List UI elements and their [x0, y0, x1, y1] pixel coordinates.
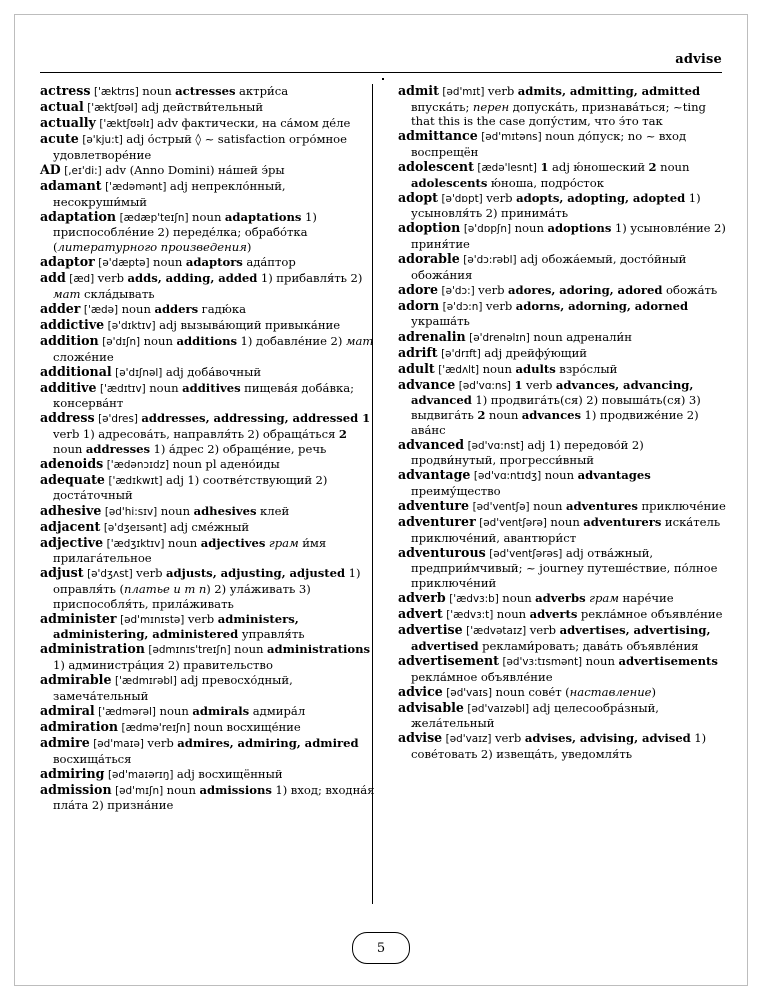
- dictionary-entry: [40, 720, 376, 736]
- entry-pronunciation: [əd'vɑ:ntɪdʒ]: [473, 470, 542, 483]
- entry-pronunciation: [əd'ventʃərə]: [479, 517, 547, 530]
- entry-headword: address: [40, 410, 95, 426]
- entry-definition: addresses, addressing, addressed 1 verb 1) адресова́ть, направля́ть 2) обраща́ться 2 noun addresses 1) а́дрес 2) обраще́ние, речь: [53, 411, 371, 456]
- entry-pronunciation: [ə'dʒʌst]: [87, 568, 133, 581]
- entry-headword: actual: [40, 99, 84, 115]
- entry-definition: adj о́стрый ◊ ~ satisfaction огро́мное удовлетворе́ние: [53, 132, 348, 162]
- entry-pronunciation: [əd'hi:sɪv]: [104, 505, 158, 518]
- entry-pronunciation: [əd'mɪt]: [442, 86, 485, 98]
- entry-headword: admission: [40, 781, 112, 797]
- entry-headword: advertisement: [398, 652, 499, 668]
- entry-headword: adrenalin: [398, 328, 466, 344]
- entry-pronunciation: [ə'dɪktɪv]: [107, 319, 156, 332]
- dictionary-entry: [40, 473, 376, 503]
- entry-headword: administration: [40, 641, 145, 657]
- dictionary-entry: [40, 767, 376, 783]
- entry-definition: noun адренали́н: [529, 329, 633, 344]
- entry-headword: advertise: [398, 622, 463, 638]
- dictionary-entry: [398, 701, 728, 731]
- entry-headword: advisable: [398, 699, 464, 715]
- entry-headword: additive: [40, 379, 97, 395]
- column-divider-dot: [382, 78, 384, 80]
- entry-definition: noun adults взро́слый: [479, 361, 618, 376]
- dictionary-entry: [398, 362, 728, 378]
- entry-definition: verb advertises, advertising, advertised реклами́ровать; дава́ть объявле́ния: [411, 623, 711, 653]
- entry-pronunciation: [əd'ventʃə]: [472, 501, 530, 514]
- entry-pronunciation: [əd'ventʃərəs]: [489, 547, 563, 560]
- entry-pronunciation: [ə'drenəlɪn]: [469, 331, 530, 344]
- dictionary-entry: [40, 504, 376, 520]
- entry-headword: adventurer: [398, 514, 476, 530]
- entry-definition: noun adverbs грам наре́чие: [498, 591, 674, 606]
- entry-pronunciation: [ə'dɒpt]: [441, 192, 483, 205]
- entry-headword: adorable: [398, 251, 460, 267]
- dictionary-entry: [398, 330, 728, 346]
- entry-pronunciation: ['æktrɪs]: [93, 86, 139, 98]
- entry-definition: verb administers, administering, administered управля́ть: [53, 611, 305, 642]
- page-number-label: 5: [376, 940, 386, 956]
- entry-pronunciation: ['æktʃʊəlɪ]: [99, 118, 154, 131]
- dictionary-entry: [40, 163, 376, 179]
- dictionary-entry: [398, 607, 728, 623]
- entry-headword: addition: [40, 333, 99, 348]
- dictionary-entry: [398, 84, 728, 129]
- dictionary-entry: [40, 457, 376, 473]
- entry-definition: adj 1) соотве́тствующий 2) доста́точный: [53, 472, 328, 503]
- entry-pronunciation: ['ædɪkwɪt]: [108, 474, 163, 487]
- entry-pronunciation: [ə'dæptə]: [98, 257, 150, 270]
- entry-definition: noun adders гадю́ка: [118, 301, 247, 316]
- entry-headword: adrift: [398, 344, 438, 360]
- entry-definition: noun admirals адмира́л: [156, 703, 306, 718]
- entry-definition: verb adds, adding, added 1) прибавля́ть 2) мат скла́дывать: [53, 271, 363, 301]
- dictionary-entry: [40, 736, 376, 766]
- entry-headword: adjective: [40, 534, 104, 550]
- dictionary-entry: [40, 520, 376, 536]
- entry-pronunciation: ['ædmərəl]: [98, 705, 156, 718]
- entry-headword: administer: [40, 610, 117, 626]
- entry-headword: adder: [40, 300, 81, 316]
- entry-pronunciation: [ædæp'teɪʃn]: [119, 211, 189, 224]
- entry-definition: noun adverts рекла́мное объявле́ние: [493, 607, 723, 622]
- dictionary-entry: [398, 654, 728, 684]
- entry-pronunciation: [əd'vɑ:nst]: [467, 439, 524, 452]
- dictionary-entry: [398, 591, 728, 607]
- entry-headword: admirable: [40, 672, 112, 688]
- entry-pronunciation: [ə'dʒeɪsənt]: [103, 521, 167, 534]
- entry-definition: noun adoptions 1) усыновле́ние 2) приня́тие: [411, 221, 726, 251]
- entry-definition: noun additions 1) добавле́ние 2) мат сложе́ние: [53, 334, 374, 364]
- entry-definition: noun до́пуск; no ~ вход воспрещён: [411, 129, 687, 159]
- entry-definition: verb adorns, adorning, adorned украша́ть: [411, 298, 689, 329]
- entry-definition: adj сме́жный: [166, 519, 250, 534]
- entry-definition: adj превосхо́дный, замеча́тельный: [53, 673, 293, 703]
- entry-headword: admit: [398, 83, 439, 98]
- entry-definition: adj доба́вочный: [162, 364, 262, 379]
- dictionary-entry: [398, 299, 728, 329]
- entry-headword: adverb: [398, 590, 446, 606]
- entry-headword: advice: [398, 683, 443, 699]
- entry-pronunciation: [ə'drɪft]: [441, 347, 481, 360]
- dictionary-entry: [398, 731, 728, 761]
- entry-headword: adore: [398, 281, 439, 297]
- entry-headword: adorn: [398, 297, 440, 313]
- entry-pronunciation: ['æktʃʊəl]: [87, 102, 138, 115]
- entry-definition: noun adjectives грам и́мя прилага́тельное: [53, 535, 327, 566]
- entry-headword: adult: [398, 360, 435, 376]
- dictionary-entry: [398, 221, 728, 251]
- entry-headword: adjust: [40, 565, 84, 581]
- dictionary-entry: [398, 685, 728, 701]
- dictionary-entry: [40, 179, 376, 209]
- entry-pronunciation: [ə'dɔ:]: [441, 284, 475, 297]
- entry-headword: admiration: [40, 718, 119, 734]
- dictionary-entry: [40, 302, 376, 318]
- entry-pronunciation: [əd'vɜ:tɪsmənt]: [502, 655, 583, 668]
- entry-pronunciation: [əd'mɪnɪstə]: [120, 613, 185, 626]
- entry-headword: adolescent: [398, 158, 474, 174]
- entry-headword: adaptation: [40, 208, 117, 224]
- entry-definition: noun pl адено́иды: [169, 456, 280, 471]
- dictionary-entry: [40, 116, 376, 132]
- entry-headword: adequate: [40, 471, 105, 487]
- entry-definition: verb adores, adoring, adored обожа́ть: [474, 282, 718, 297]
- entry-definition: noun adventurers иска́тель приключе́ний, авантюри́ст: [411, 515, 721, 545]
- entry-pronunciation: [ə'dɔ:n]: [442, 300, 483, 313]
- entry-definition: noun advantages преиму́щество: [411, 468, 651, 498]
- running-head: advise: [675, 52, 722, 67]
- entry-headword: adamant: [40, 178, 102, 194]
- entry-definition: noun сове́т (наставление): [492, 684, 657, 699]
- entry-headword: actually: [40, 115, 96, 131]
- entry-definition: adj 1) передово́й 2) продви́нутый, прогресси́вный: [411, 437, 644, 468]
- entry-definition: adj действи́тельный: [137, 100, 264, 115]
- entry-pronunciation: [əd'vɑ:ns]: [458, 379, 511, 392]
- dictionary-entry: [40, 132, 376, 162]
- entry-headword: advanced: [398, 436, 465, 452]
- dictionary-entry: [40, 84, 376, 100]
- dictionary-entry: [40, 381, 376, 411]
- entry-definition: adj обожа́емый, досто́йный обожа́ния: [411, 252, 687, 282]
- entry-definition: noun adhesives клей: [157, 503, 290, 518]
- dictionary-entry: [40, 334, 376, 364]
- entry-headword: admittance: [398, 128, 478, 144]
- entry-definition: adj вызыва́ющий привыка́ние: [155, 317, 341, 332]
- entry-pronunciation: ['ædvɜ:t]: [446, 609, 494, 622]
- dictionary-entry: [40, 783, 376, 813]
- dictionary-entry: [398, 252, 728, 282]
- entry-headword: adventure: [398, 498, 470, 514]
- entry-headword: adhesive: [40, 502, 102, 518]
- entry-pronunciation: [əd'mɪʃn]: [115, 784, 164, 797]
- entry-definition: noun additives пищева́я доба́вка; консерва́нт: [53, 380, 355, 411]
- entry-definition: verb admires, admiring, admired восхища́ться: [53, 735, 359, 766]
- entry-headword: adoption: [398, 220, 461, 236]
- entry-definition: adj восхищённый: [173, 766, 283, 781]
- dictionary-entry: [40, 271, 376, 301]
- entry-pronunciation: [ə'dɪʃn]: [102, 336, 141, 348]
- dictionary-entry: [40, 411, 376, 456]
- left-column: [40, 84, 376, 910]
- entry-pronunciation: ['ædɪtɪv]: [100, 382, 146, 395]
- entry-pronunciation: [əd'maɪə]: [93, 737, 144, 750]
- entry-pronunciation: [ædmə'reɪʃn]: [121, 721, 191, 734]
- entry-pronunciation: ['ædə]: [83, 303, 119, 316]
- entry-headword: adventurous: [398, 544, 486, 560]
- dictionary-entry: [40, 642, 376, 672]
- entry-pronunciation: [ə'dɒpʃn]: [463, 223, 512, 236]
- entry-pronunciation: ['ædmɪrəbl]: [114, 675, 177, 688]
- entry-definition: verb admits, admitting, admitted впуска́ть; перен допуска́ть, признава́ться; ~ting that this is the case допу́стим, что э́то так: [411, 84, 706, 129]
- entry-pronunciation: [ædə'lesnt]: [477, 161, 537, 174]
- right-column: [398, 84, 728, 910]
- entry-headword: acute: [40, 131, 79, 147]
- entry-definition: 1 adj ю́ношеский 2 noun adolescents ю́ноша, подро́сток: [411, 159, 690, 190]
- dictionary-entry: [40, 100, 376, 116]
- dictionary-entry: [40, 255, 376, 271]
- dictionary-entry: [40, 566, 376, 611]
- entry-definition: noun administrations 1) администра́ция 2) правительство: [53, 642, 371, 672]
- entry-pronunciation: [,eɪ'di:]: [64, 164, 102, 177]
- entry-pronunciation: [ədmɪnɪs'treɪʃn]: [148, 644, 231, 657]
- entry-headword: add: [40, 270, 66, 286]
- entry-pronunciation: [ə'kju:t]: [82, 134, 123, 147]
- entry-pronunciation: [æd]: [69, 273, 95, 286]
- entry-headword: admire: [40, 734, 90, 750]
- entry-headword: adopt: [398, 189, 438, 205]
- entry-definition: 1 verb advances, advancing, advanced 1) продвига́ть(ся) 2) повыша́ть(ся) 3) выдвига́ть 2 noun advances 1) продвиже́ние 2) ава́нс: [411, 377, 701, 437]
- entry-headword: addictive: [40, 316, 105, 332]
- entry-headword: actress: [40, 83, 91, 98]
- entry-definition: noun adventures приключе́ние: [529, 499, 726, 514]
- entry-pronunciation: ['ædəmənt]: [105, 181, 167, 194]
- entry-headword: advance: [398, 376, 456, 392]
- entry-pronunciation: ['ædʒɪktɪv]: [106, 537, 165, 550]
- entry-pronunciation: [əd'vaɪs]: [446, 686, 492, 699]
- entry-definition: adv фактически, на са́мом де́ле: [153, 116, 351, 131]
- entry-definition: noun adaptors ада́птор: [149, 255, 296, 270]
- entry-headword: adjacent: [40, 518, 101, 534]
- dictionary-entry: [398, 160, 728, 190]
- entry-headword: additional: [40, 363, 112, 379]
- entry-definition: adj дрейфу́ющий: [480, 345, 588, 360]
- entry-definition: adj целесообра́зный, жела́тельный: [411, 700, 659, 731]
- entry-pronunciation: ['ædənɔɪdz]: [106, 458, 170, 471]
- entry-definition: noun actresses актри́са: [138, 84, 289, 98]
- dictionary-entry: [398, 438, 728, 468]
- header-rule: [40, 72, 722, 73]
- entry-definition: adv (Anno Domini) на́шей э́ры: [101, 162, 285, 177]
- entry-definition: noun advertisements рекла́мное объявле́ние: [411, 653, 718, 684]
- dictionary-entry: [398, 546, 728, 591]
- entry-definition: noun admissions 1) вход; входна́я пла́та 2) призна́ние: [53, 782, 375, 813]
- entry-definition: verb advises, advising, advised 1) сове́товать 2) извеща́ть, уведомля́ть: [411, 731, 707, 762]
- entry-pronunciation: [əd'mɪtəns]: [481, 131, 542, 144]
- entry-headword: admiring: [40, 765, 105, 781]
- dictionary-entry: [398, 346, 728, 362]
- page-header: [40, 52, 722, 74]
- entry-columns: [40, 84, 728, 910]
- entry-headword: advantage: [398, 467, 471, 483]
- entry-definition: verb adopts, adopting, adopted 1) усыновля́ть 2) принима́ть: [411, 190, 701, 221]
- entry-definition: verb adjusts, adjusting, adjusted 1) оправля́ть (платье и т п) 2) ула́живать 3) приспособля́ть, прила́живать: [53, 566, 361, 611]
- dictionary-entry: [398, 515, 728, 545]
- dictionary-entry: [40, 365, 376, 381]
- dictionary-entry: [40, 318, 376, 334]
- dictionary-entry: [398, 283, 728, 299]
- dictionary-entry: [40, 673, 376, 703]
- entry-headword: adaptor: [40, 254, 95, 270]
- dictionary-entry: [40, 210, 376, 255]
- entry-pronunciation: [ə'dɪʃnəl]: [115, 366, 163, 379]
- dictionary-entry: [398, 623, 728, 653]
- dictionary-entry: [398, 191, 728, 221]
- dictionary-entry: [398, 468, 728, 498]
- entry-definition: adj непрекло́нный, несокруши́мый: [53, 179, 286, 209]
- entry-headword: AD: [40, 161, 61, 177]
- entry-headword: adenoids: [40, 455, 104, 471]
- entry-pronunciation: ['ædvətaɪz]: [466, 625, 527, 638]
- entry-definition: adj отва́жный, предприи́мчивый; ~ journey путеше́ствие, по́лное приключе́ний: [411, 545, 718, 590]
- entry-pronunciation: [əd'vaɪzəbl]: [467, 702, 530, 715]
- dictionary-entry: [40, 536, 376, 566]
- entry-pronunciation: [əd'vaɪz]: [445, 733, 492, 746]
- entry-pronunciation: [əd'maɪərɪŋ]: [107, 768, 174, 781]
- dictionary-entry: [40, 704, 376, 720]
- page-number: [352, 932, 410, 964]
- dictionary-entry: [398, 378, 728, 437]
- dictionary-entry: [398, 129, 728, 159]
- dictionary-entry: [40, 612, 376, 642]
- entry-definition: noun восхище́ние: [190, 719, 301, 734]
- entry-headword: advert: [398, 606, 443, 622]
- entry-pronunciation: ['ædvɜ:b]: [449, 593, 499, 606]
- entry-headword: advise: [398, 730, 443, 746]
- entry-pronunciation: ['ædʌlt]: [438, 363, 480, 376]
- entry-pronunciation: [ə'dres]: [98, 413, 138, 426]
- dictionary-entry: [398, 499, 728, 515]
- entry-headword: admiral: [40, 702, 95, 718]
- entry-definition: noun adaptations 1) приспособле́ние 2) переде́лка; обрабо́тка (литературного произведения): [53, 209, 317, 254]
- entry-pronunciation: [ə'dɔ:rəbl]: [463, 254, 517, 267]
